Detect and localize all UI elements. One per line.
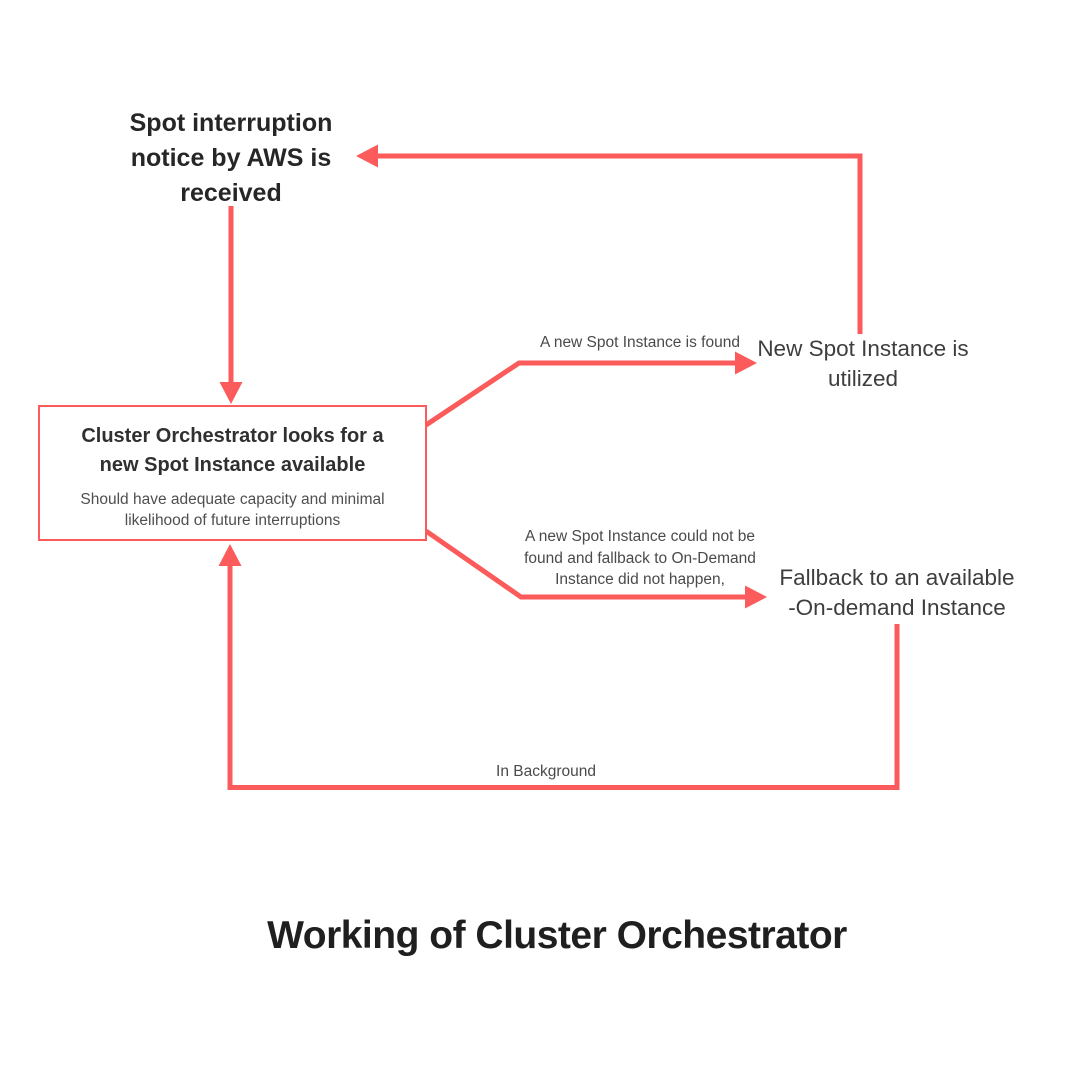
utilized-line-1: New Spot Instance is xyxy=(757,336,969,361)
orchestrator-subtitle-line-2: likelihood of future interruptions xyxy=(124,512,341,529)
orchestrator-box-title xyxy=(40,422,425,480)
not-found-line-2: found and fallback to On-Demand xyxy=(524,549,756,567)
not-found-line-1: A new Spot Instance could not be xyxy=(524,528,756,545)
utilized-line-2: utilized xyxy=(827,366,899,391)
arrowhead-down-icon xyxy=(220,382,243,404)
edge-label-spot-found: A new Spot Instance is found xyxy=(540,334,740,351)
spot-notice-line-1: Spot interruption xyxy=(129,109,333,137)
diagram-title: Working of Cluster Orchestrator xyxy=(267,914,847,957)
edge-box-to-utilized xyxy=(426,363,739,425)
edge-utilized-to-notice xyxy=(374,156,860,334)
spot-notice-line-2: notice by AWS is xyxy=(130,144,332,172)
node-fallback-on-demand xyxy=(772,563,1022,623)
orchestrator-box-subtitle xyxy=(40,489,425,531)
edge-label-in-background: In Background xyxy=(496,763,596,780)
fallback-line-2: -On-demand Instance xyxy=(788,595,1006,620)
spot-notice-line-3: received xyxy=(180,179,282,207)
arrowhead-up-icon xyxy=(219,544,242,566)
orchestrator-subtitle-line-1: Should have adequate capacity and minimal xyxy=(80,491,385,508)
node-spot-interruption-notice xyxy=(65,106,397,211)
not-found-line-3: Instance did not happen, xyxy=(555,571,725,588)
node-cluster-orchestrator-box xyxy=(38,405,427,541)
fallback-line-1: Fallback to an available xyxy=(779,565,1015,590)
node-new-spot-utilized xyxy=(748,334,978,394)
orchestrator-title-line-2: new Spot Instance available xyxy=(99,454,366,476)
orchestrator-title-line-1: Cluster Orchestrator looks for a xyxy=(81,425,384,447)
edge-label-spot-not-found xyxy=(505,526,775,591)
